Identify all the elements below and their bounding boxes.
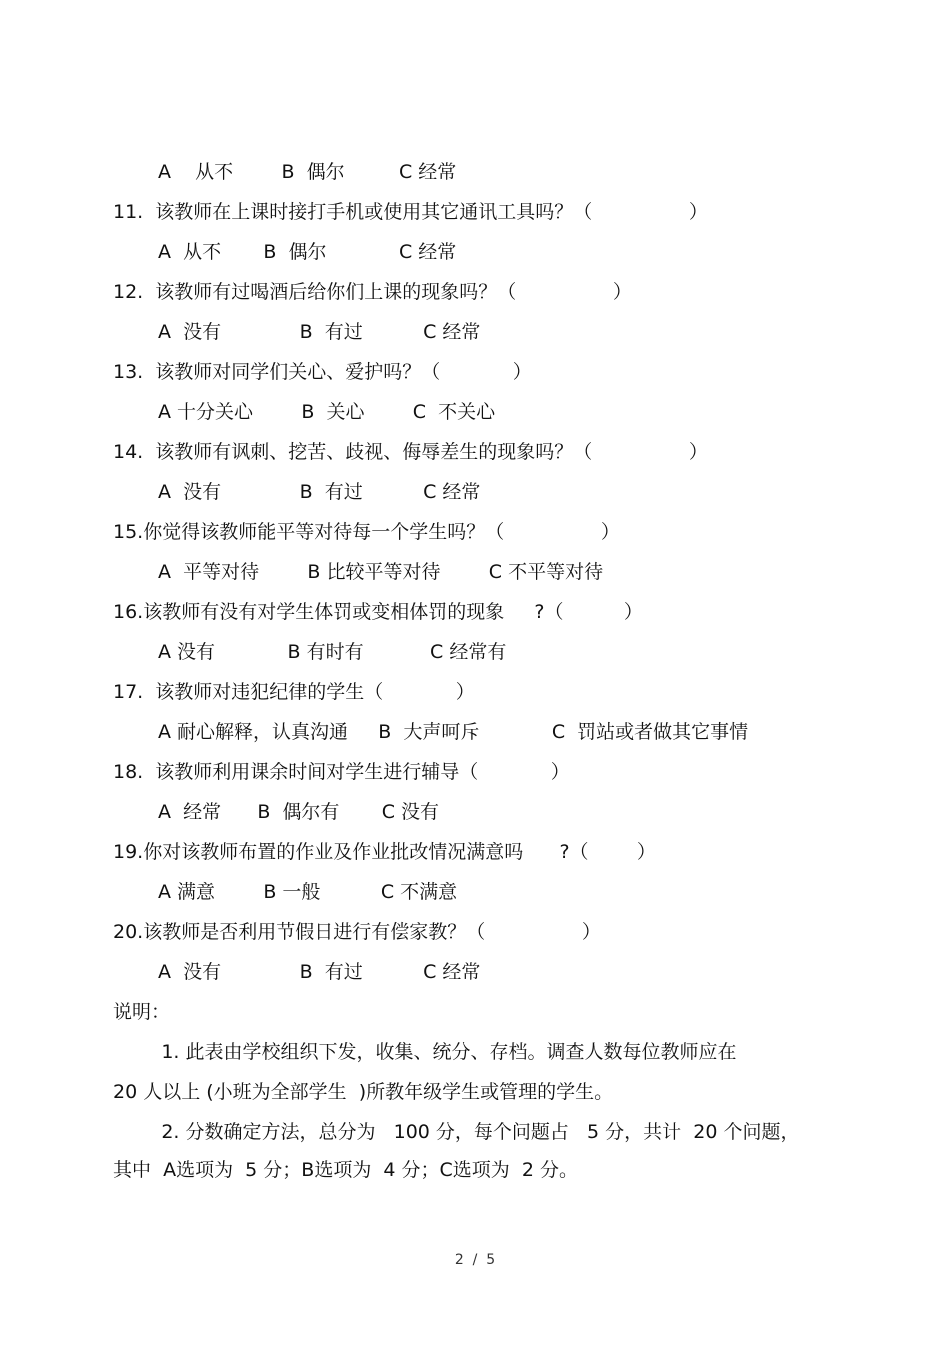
- question-15-options: A 平等对待 B 比较平等对待 C 不平等对待: [158, 561, 604, 583]
- question-12: 12. 该教师有过喝酒后给你们上课的现象吗？（ ）: [113, 281, 632, 303]
- question-17-options: A 耐心解释，认真沟通 B 大声呵斥 C 罚站或者做其它事情: [158, 721, 749, 743]
- question-14: 14. 该教师有讽刺、挖苦、歧视、侮辱差生的现象吗？（ ）: [113, 441, 708, 463]
- question-20-options: A 没有 B 有过 C 经常: [158, 961, 481, 983]
- question-12-options: A 没有 B 有过 C 经常: [158, 321, 481, 343]
- note-2-line-2: 其中 A选项为 5 分；B选项为 4 分；C选项为 2 分。: [113, 1159, 579, 1181]
- page-number: 2 / 5: [454, 1252, 496, 1268]
- question-11: 11. 该教师在上课时接打手机或使用其它通讯工具吗？（ ）: [113, 201, 708, 223]
- note-1-line-1: 1. 此表由学校组织下发，收集、统分、存档。调查人数每位教师应在: [113, 1041, 737, 1063]
- question-16: 16.该教师有没有对学生体罚或变相体罚的现象 ?（ ）: [113, 601, 643, 623]
- question-16-options: A 没有 B 有时有 C 经常有: [158, 641, 507, 663]
- question-13-options: A 十分关心 B 关心 C 不关心: [158, 401, 496, 423]
- notes-heading: 说明：: [113, 1001, 171, 1023]
- question-18: 18. 该教师利用课余时间对学生进行辅导（ ）: [113, 761, 570, 783]
- question-11-options: A 从不 B 偶尔 C 经常: [158, 241, 457, 263]
- question-14-options: A 没有 B 有过 C 经常: [158, 481, 481, 503]
- question-13: 13. 该教师对同学们关心、爱护吗？（ ）: [113, 361, 532, 383]
- question-19: 19.你对该教师布置的作业及作业批改情况满意吗 ?（ ）: [113, 841, 656, 863]
- note-1-line-2: 20 人以上 (小班为全部学生 )所教年级学生或管理的学生。: [113, 1081, 614, 1103]
- question-18-options: A 经常 B 偶尔有 C 没有: [158, 801, 440, 823]
- question-20: 20.该教师是否利用节假日进行有偿家教？（ ）: [113, 921, 601, 943]
- options-continued: A 从不 B 偶尔 C 经常: [158, 161, 457, 183]
- question-17: 17. 该教师对违犯纪律的学生（ ）: [113, 681, 475, 703]
- question-15: 15.你觉得该教师能平等对待每一个学生吗？（ ）: [113, 521, 620, 543]
- note-2-line-1: 2. 分数确定方法，总分为 100 分，每个问题占 5 分，共计 20 个问题，: [113, 1121, 800, 1143]
- question-19-options: A 满意 B 一般 C 不满意: [158, 881, 458, 903]
